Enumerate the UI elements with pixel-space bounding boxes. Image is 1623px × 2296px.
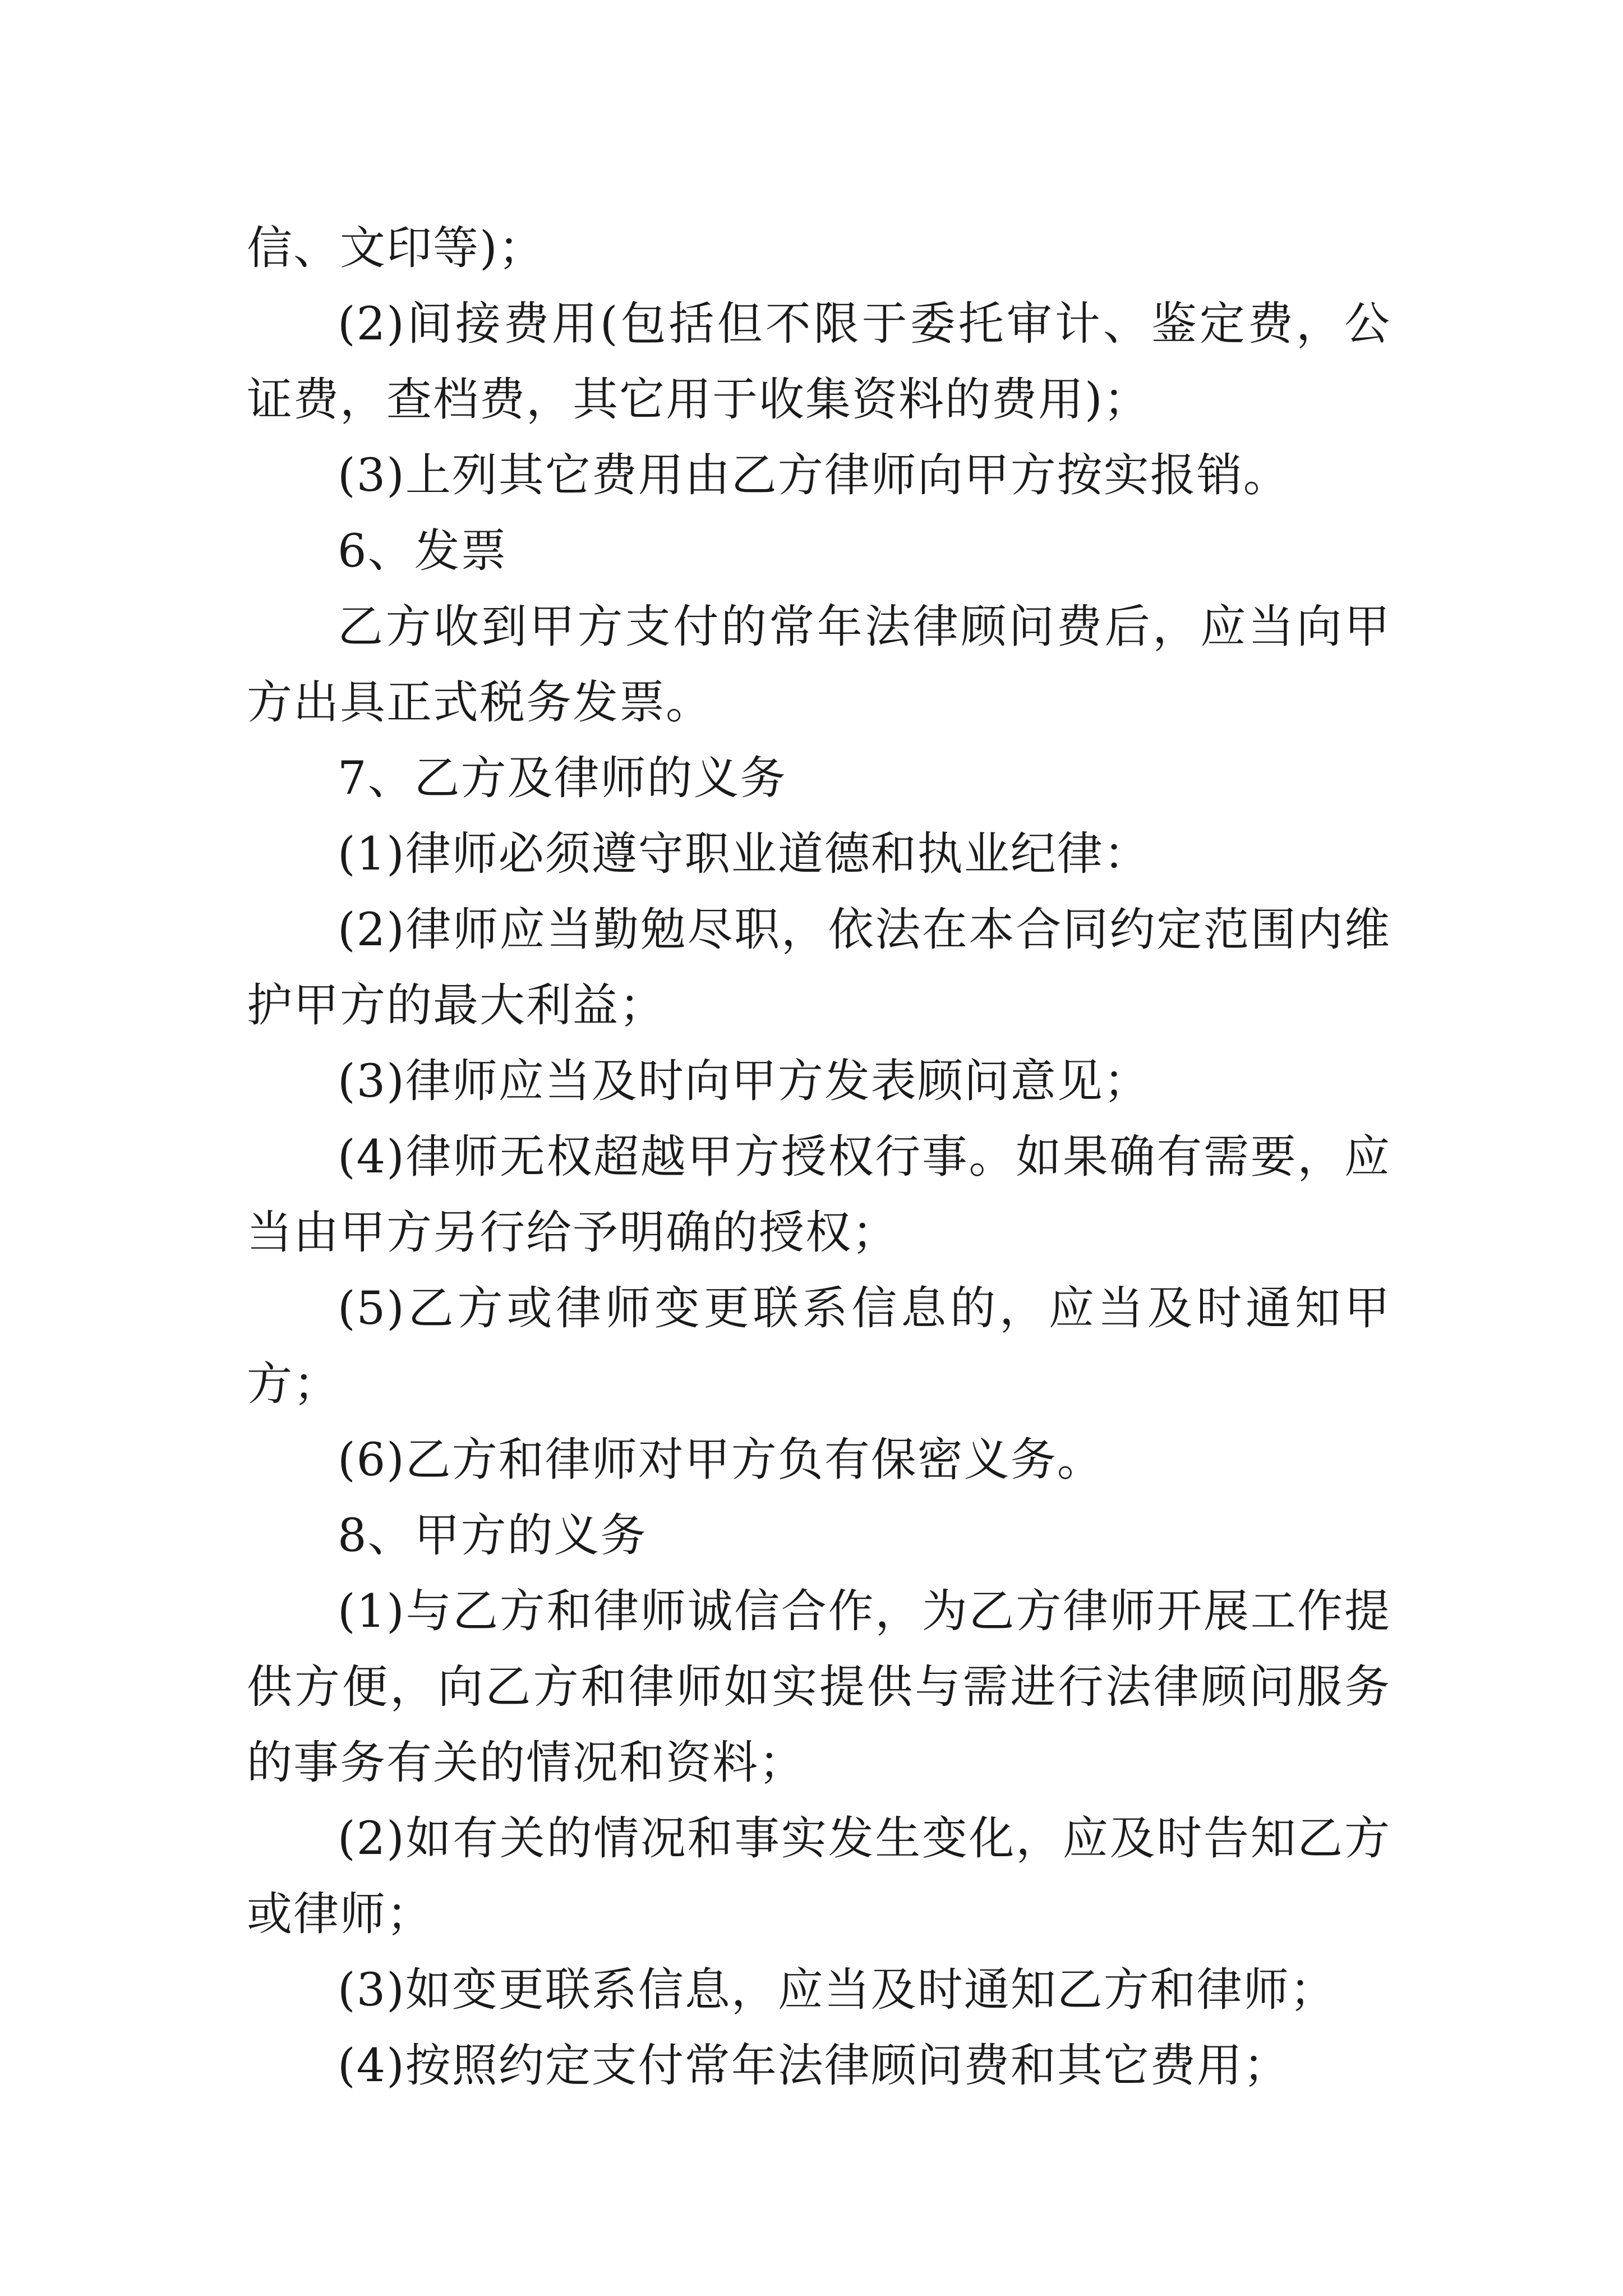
paragraph-reimbursement: (3)上列其它费用由乙方律师向甲方按实报销。 bbox=[338, 449, 1290, 502]
clause-b-5: (5)乙方或律师变更联系信息的，应当及时通知甲方； bbox=[247, 1282, 1391, 1411]
clause-b-2: (2)律师应当勤勉尽职，依法在本合同约定范围内维护甲方的最大利益； bbox=[247, 904, 1391, 1032]
section-heading-party-a-obligations: 8、甲方的义务 bbox=[338, 1510, 647, 1562]
clause-b-1: (1)律师必须遵守职业道德和执业纪律： bbox=[338, 828, 1150, 881]
section-heading-invoice: 6、发票 bbox=[338, 525, 508, 578]
document-page bbox=[247, 211, 1391, 2104]
clause-a-2: (2)如有关的情况和事实发生变化，应及时告知乙方或律师； bbox=[247, 1812, 1391, 1941]
paragraph-invoice: 乙方收到甲方支付的常年法律顾问费后，应当向甲方出具正式税务发票。 bbox=[247, 601, 1391, 729]
paragraph-continuation: 信、文印等)； bbox=[247, 222, 545, 275]
clause-a-1: (1)与乙方和律师诚信合作，为乙方律师开展工作提供方便，向乙方和律师如实提供与需进行法律顾问服务的事务有关的情况和资料； bbox=[247, 1585, 1391, 1789]
section-heading-party-b-obligations: 7、乙方及律师的义务 bbox=[338, 752, 787, 805]
clause-a-3: (3)如变更联系信息，应当及时通知乙方和律师； bbox=[338, 1964, 1336, 2017]
clause-a-4: (4)按照约定支付常年法律顾问费和其它费用； bbox=[338, 2040, 1290, 2092]
clause-b-6: (6)乙方和律师对甲方负有保密义务。 bbox=[338, 1434, 1104, 1487]
clause-b-3: (3)律师应当及时向甲方发表顾问意见； bbox=[338, 1055, 1150, 1108]
clause-b-4: (4)律师无权超越甲方授权行事。如果确有需要，应当由甲方另行给予明确的授权； bbox=[247, 1131, 1391, 1259]
paragraph-indirect-costs: (2)间接费用(包括但不限于委托审计、鉴定费，公证费，查档费，其它用于收集资料的费用)； bbox=[247, 298, 1391, 426]
